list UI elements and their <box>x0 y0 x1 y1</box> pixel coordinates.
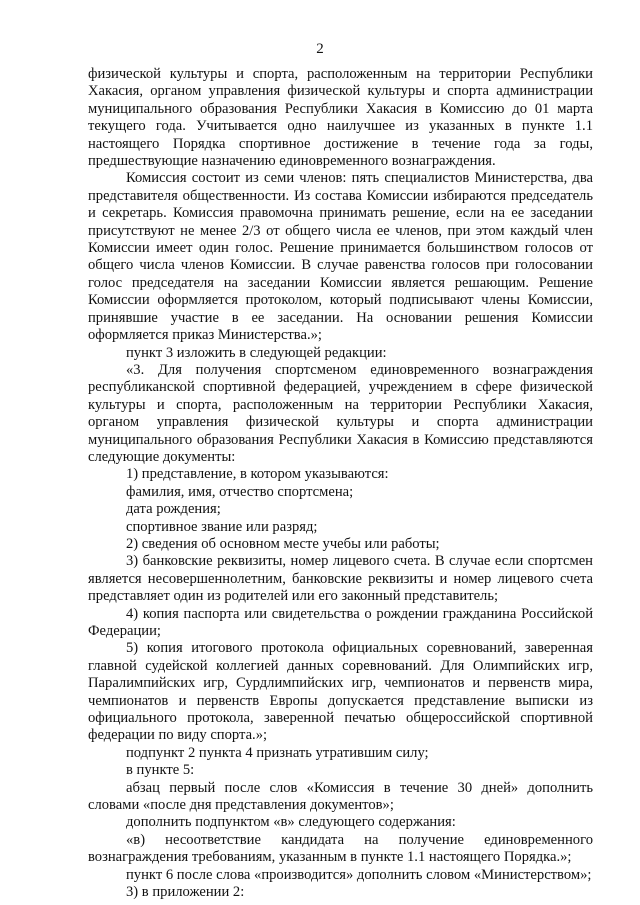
paragraph-appendix2: 3) в приложении 2: <box>126 884 245 901</box>
paragraph-item4-repeal: подпункт 2 пункта 4 признать утратившим силу; <box>126 744 429 761</box>
paragraph-item5-add-subitem: дополнить подпунктом «в» следующего содержания: <box>126 814 456 831</box>
list-item-4: 4) копия паспорта или свидетельства о рождении гражданина Российской Федерации; <box>88 605 593 639</box>
paragraph-item3-intro: пункт 3 изложить в следующей редакции: <box>126 344 387 361</box>
paragraph-item6: пункт 6 после слова «производится» дополнить словом «Министерством»; <box>126 866 592 883</box>
list-subitem-birthdate: дата рождения; <box>126 501 221 518</box>
list-subitem-sport-rank: спортивное звание или разряд; <box>126 518 318 535</box>
list-item-1: 1) представление, в котором указываются: <box>126 466 389 483</box>
paragraph-subitem-v: «в) несоответствие кандидата на получение единовременного вознаграждения требованиям, указанным в пункте 1.1 настоящего Порядка.»; <box>88 831 593 866</box>
paragraph-item5-intro: в пункте 5: <box>126 762 195 779</box>
paragraph-commission-composition: Комиссия состоит из семи членов: пять специалистов Министерства, два представителя общественности. Из состава Комиссии избираются председатель и секретарь. Комиссия правомочна принимать решение, если на ее заседании присутствуют не менее 2/3 от общего числа ее членов, при этом каждый член Комиссии имеет один голос. Решение принимается большинством голосов от общего числа членов Комиссии. В случае равенства голосов при голосовании голос председателя на заседании Комиссии является решающим. Решение Комиссии оформляется протоколом, который подписывают члены Комиссии, принявшие участие в ее заседании. На основании решения Комиссии оформляется приказ Министерства.»; <box>88 170 593 344</box>
paragraph-item5-first-abzac: абзац первый после слов «Комиссия в течение 30 дней» дополнить словами «после дня представления документов»; <box>88 779 593 814</box>
list-item-3: 3) банковские реквизиты, номер лицевого счета. В случае если спортсмен является несовершеннолетним, банковские реквизиты и номер лицевого счета представляет один из родителей или его законный представитель; <box>88 553 593 605</box>
page-number: 2 <box>316 41 324 57</box>
list-item-2: 2) сведения об основном месте учебы или работы; <box>126 535 440 552</box>
list-item-5: 5) копия итогового протокола официальных соревнований, заверенная главной судейской коллегией данных соревнований. Для Олимпийских игр, Паралимпийских игр, Сурдлимпийских игр, чемпионатов и первенств мира, чемпионатов и первенств Европы допускается представление выписки из официального протокола, заверенной печатью общероссийской спортивной федерации по виду спорта.»; <box>88 640 593 744</box>
list-subitem-fullname: фамилия, имя, отчество спортсмена; <box>126 483 354 500</box>
paragraph-item3-text: «3. Для получения спортсменом единовременного вознаграждения республиканской спортивной федерацией, учреждением в сфере физической культуры и спорта, расположенным на территории Республики Хакасия, органом управления физической культуры и спорта администрации муниципального образования Республики Хакасия в Комиссию представляются следующие документы: <box>88 361 593 465</box>
document-body <box>88 66 593 902</box>
paragraph-eligibility-continuation: физической культуры и спорта, расположенным на территории Республики Хакасия, органом управления физической культуры и спорта администрации муниципального образования Республики Хакасия в Комиссию до 01 марта текущего года. Учитывается одно наилучшее из указанных в пункте 1.1 настоящего Порядка спортивное достижение в течение года за годы, предшествующие назначению единовременного вознаграждения. <box>88 66 593 170</box>
